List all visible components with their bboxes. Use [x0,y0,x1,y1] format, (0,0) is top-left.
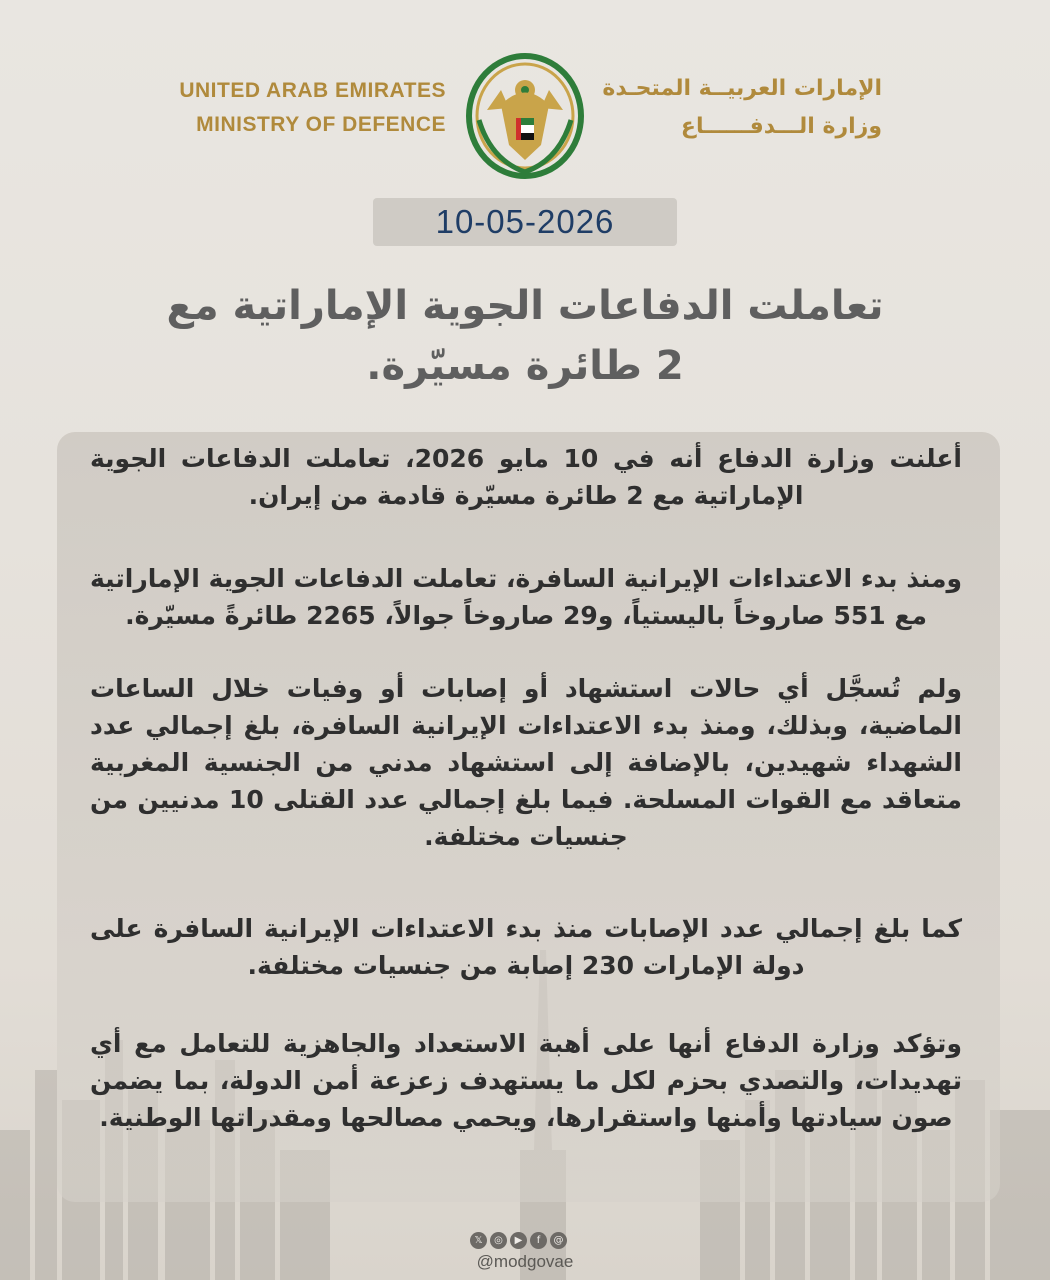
paragraph-3: ولم تُسجَّل أي حالات استشهاد أو إصابات أو وفيات خلال الساعات الماضية، وبذلك، ومنذ بدء الاعتداءات الإيرانية السافرة، بلغ إجمالي عدد الشهداء شهيدين، بالإضافة إلى استشهاد مدني من الجنسية المغربية متعاقد مع القوات المسلحة. فيما بلغ إجمالي عدد القتلى 10 مدنيين من جنسيات مختلفة. [90,674,962,851]
arabic-title-line-2: وزارة الـــدفــــــاع [680,114,882,139]
facebook-icon[interactable]: f [530,1232,547,1249]
instagram-icon[interactable]: ◎ [490,1232,507,1249]
paragraph-5: وتؤكد وزارة الدفاع أنها على أهبة الاستعداد والجاهزية للتعامل مع أي تهديدات، والتصدي بحزم لكل ما يستهدف زعزعة أمن الدولة، بما يضمن صون سيادتها وأمنها واستقرارها، ويحمي مصالحها ومقدراتها الوطنية. [90,1029,962,1132]
english-title-line-2: MINISTRY OF DEFENCE [196,113,446,136]
ministry-emblem-icon [461,50,589,180]
paragraph-4: كما بلغ إجمالي عدد الإصابات منذ بدء الاعتداءات الإيرانية السافرة على دولة الإمارات 230 إصابة من جنسيات مختلفة. [90,914,962,980]
arabic-ministry-title [600,70,882,146]
headline-line-1: تعاملت الدفاعات الجوية الإماراتية مع [166,283,884,329]
headline-line-2: 2 طائرة مسيّرة. [366,343,684,389]
threads-icon[interactable]: @ [550,1232,567,1249]
paragraph-2: ومنذ بدء الاعتداءات الإيرانية السافرة، تعاملت الدفاعات الجوية الإماراتية مع 551 صاروخاً باليستياً، و29 صاروخاً جوالاً، 2265 طائرةً مسيّرة. [90,564,962,630]
paragraph-1: أعلنت وزارة الدفاع أنه في 10 مايو 2026، تعاملت الدفاعات الجوية الإماراتية مع 2 طائرة مسيّرة قادمة من إيران. [90,444,962,510]
youtube-icon[interactable]: ▶ [510,1232,527,1249]
headline [90,276,960,396]
social-handle[interactable]: @modgovae [476,1252,574,1271]
arabic-title-line-1: الإمارات العربيــة المتحـدة [602,76,882,101]
english-ministry-title [179,74,446,142]
x-icon[interactable]: 𝕏 [470,1232,487,1249]
social-icons [470,1230,582,1252]
date-badge: 10-05-2026 [373,198,677,246]
english-title-line-1: UNITED ARAB EMIRATES [179,79,446,102]
